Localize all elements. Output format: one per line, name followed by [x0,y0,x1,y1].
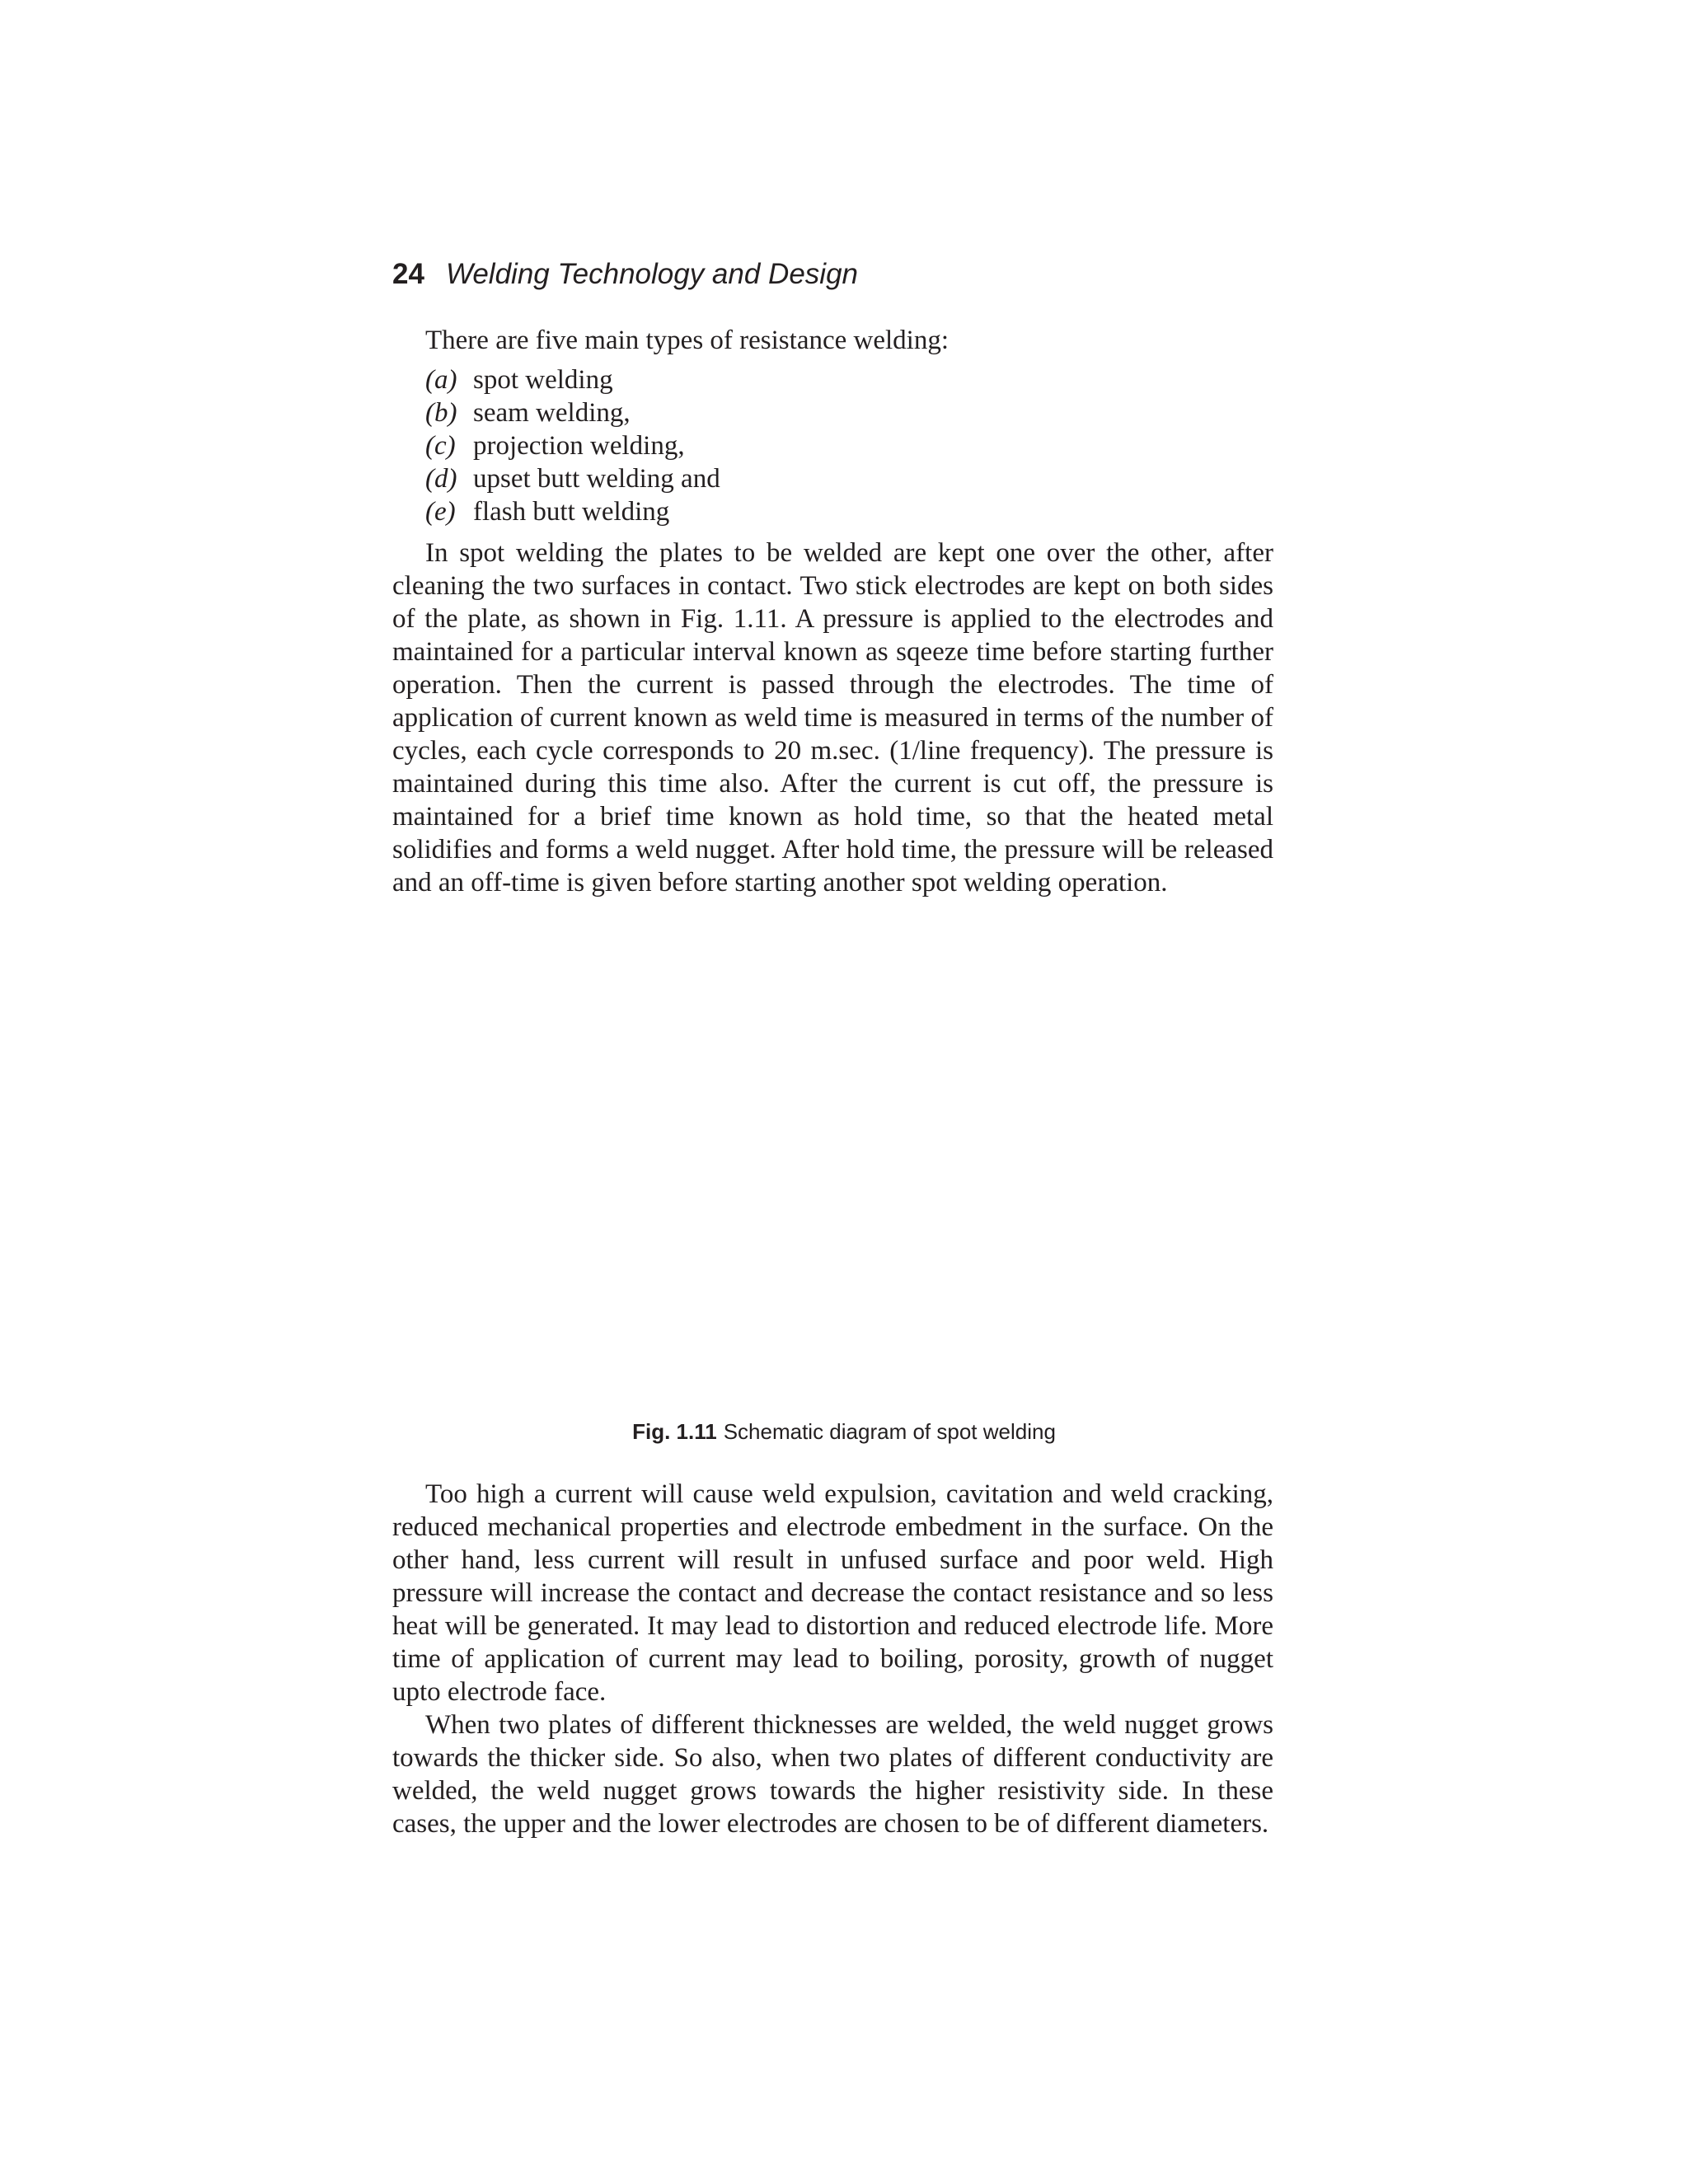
list-marker: (e) [425,497,456,527]
list-item [425,495,1273,528]
list-item-text: spot welding [473,365,613,395]
running-head [392,256,858,293]
list-marker: (b) [425,398,457,428]
list-item [425,363,1273,396]
spot-welding-paragraph: In spot welding the plates to be welded are kept one over the other, after cleaning the two surfaces in contact. Two stick electrodes are kept on both sides of the plate, as shown in Fig. 1.11. A pressure is applied to the electrodes and maintained for a particular interval known as sqeeze time before starting further operation. Then the current is passed through the electrodes. The time of application of current known as weld time is measured in terms of the number of cycles, each cycle corresponds to 20 m.sec. (1/line frequency). The pressure is maintained during this time also. After the current is cut off, the pressure is maintained for a brief time known as hold time, so that the heated metal solidifies and forms a weld nugget. After hold time, the pressure will be released and an off-time is given before starting another spot welding operation. [392,538,1273,898]
figure-label: Fig. 1.11 [632,1419,717,1444]
intro-lead: There are five main types of resistance welding: [425,326,949,355]
list-item-text: seam welding, [473,398,631,428]
after-figure-section [392,1478,1273,1840]
figure-blank-area [392,915,1273,1409]
list-item [425,462,1273,495]
list-item-text: upset butt welding and [473,464,720,494]
current-effects-paragraph: Too high a current will cause weld expulsion, cavitation and weld cracking, reduced mechanical properties and electrode embedment in the surface. On the other hand, less current will result in unfused surface and poor weld. High pressure will increase the contact and decrease the contact resistance and so less heat will be generated. It may lead to distortion and reduced electrode life. More time of application of current may lead to boiling, porosity, growth of nugget upto electrode face. [392,1479,1273,1707]
figure-caption [0,1418,1688,1446]
list-marker: (c) [425,431,456,461]
page-number: 24 [392,258,424,290]
list-item [425,429,1273,462]
book-title: Welding Technology and Design [445,258,859,290]
list-item [425,396,1273,429]
list-item-text: flash butt welding [473,497,670,527]
list-marker: (d) [425,464,457,494]
list-item-text: projection welding, [473,431,685,461]
thickness-paragraph: When two plates of different thicknesses are welded, the weld nugget grows towards the thicker side. So also, when two plates of different conductivity are welded, the weld nugget grows towards the higher resistivity side. In these cases, the upper and the lower electrodes are chosen to be of different diameters. [392,1710,1273,1839]
welding-types-list [392,363,1273,528]
figure-caption-text: Schematic diagram of spot welding [723,1419,1056,1444]
list-marker: (a) [425,365,457,395]
intro-section [392,324,1273,899]
